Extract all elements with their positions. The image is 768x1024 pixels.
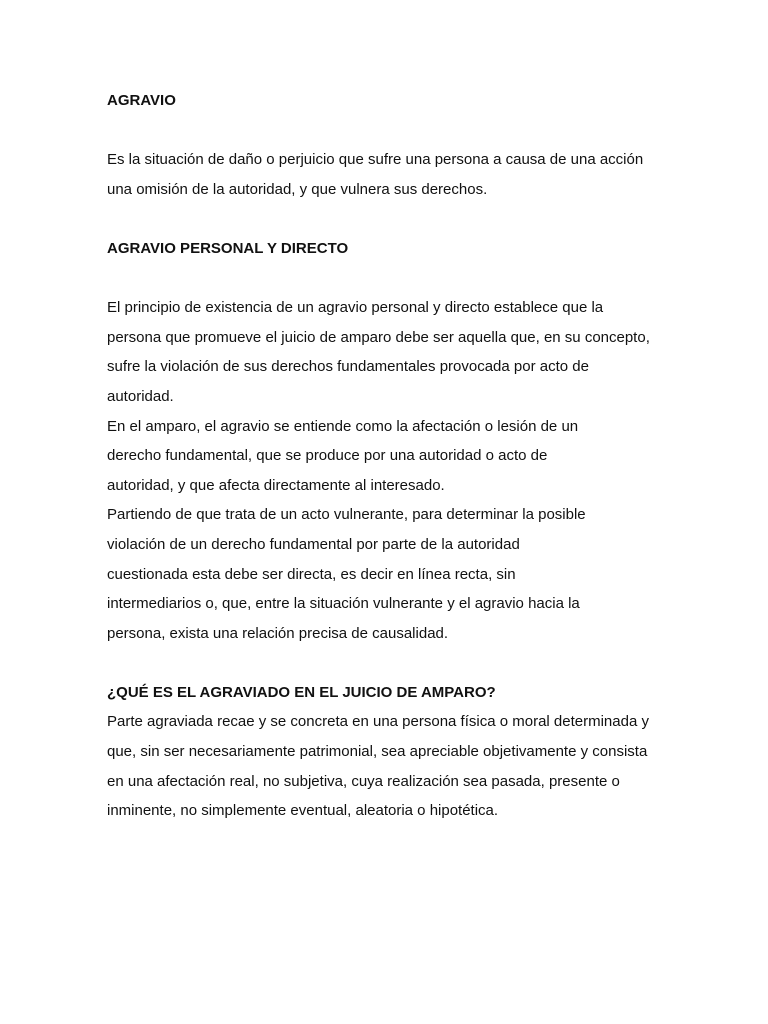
paragraph-line: que, sin ser necesariamente patrimonial, sea apreciable objetivamente y consista (107, 743, 648, 761)
paragraph-line: Parte agraviada recae y se concreta en una persona física o moral determinada y (107, 713, 649, 731)
section-heading-que-es-el-agraviado: ¿QUÉ ES EL AGRAVIADO EN EL JUICIO DE AMPARO? (107, 683, 496, 701)
document-page (107, 86, 667, 826)
paragraph-line: sufre la violación de sus derechos fundamentales provocada por acto de (107, 358, 589, 376)
paragraph-line: Partiendo de que trata de un acto vulnerante, para determinar la posible (107, 506, 586, 524)
paragraph-line: En el amparo, el agravio se entiende como la afectación o lesión de un (107, 417, 579, 435)
paragraph-line: una omisión de la autoridad, y que vulnera sus derechos. (107, 180, 488, 198)
paragraph-line: autoridad. (107, 387, 174, 405)
paragraph-line: derecho fundamental, que se produce por una autoridad o acto de (107, 447, 548, 465)
spacer (107, 648, 667, 678)
spacer (107, 204, 667, 234)
paragraph-line: violación de un derecho fundamental por parte de la autoridad (107, 535, 520, 553)
paragraph-line: en una afectación real, no subjetiva, cuya realización sea pasada, presente o (107, 772, 620, 790)
spacer (107, 264, 667, 294)
section-heading-agravio: AGRAVIO (107, 92, 176, 109)
section-heading-agravio-personal-directo: AGRAVIO PERSONAL Y DIRECTO (107, 239, 349, 257)
paragraph-line: intermediarios o, que, entre la situación vulnerante y el agravio hacia la (107, 595, 580, 613)
paragraph-line: persona que promueve el juicio de amparo debe ser aquella que, en su concepto, (107, 328, 650, 346)
paragraph-line: autoridad, y que afecta directamente al interesado. (107, 476, 445, 494)
paragraph-line: inminente, no simplemente eventual, aleatoria o hipotética. (107, 802, 499, 820)
paragraph-line: cuestionada esta debe ser directa, es decir en línea recta, sin (107, 565, 516, 583)
paragraph-line: El principio de existencia de un agravio personal y directo establece que la (107, 299, 604, 317)
paragraph-line: persona, exista una relación precisa de causalidad. (107, 624, 449, 642)
spacer (107, 116, 667, 146)
paragraph-line: Es la situación de daño o perjuicio que sufre una persona a causa de una acción (107, 151, 644, 169)
